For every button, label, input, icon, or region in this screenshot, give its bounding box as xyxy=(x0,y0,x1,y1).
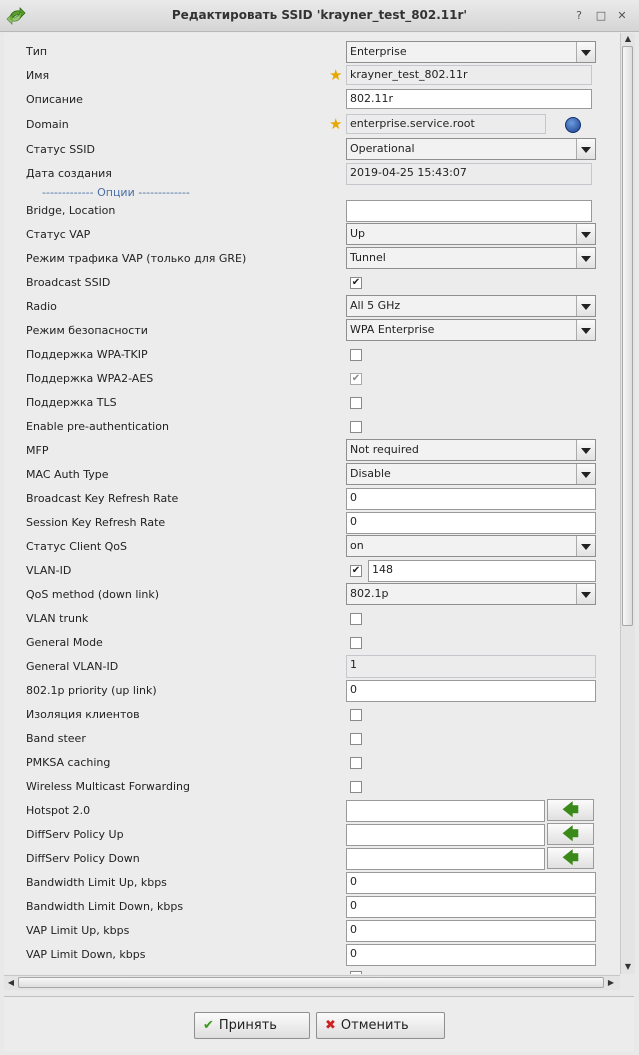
client-isolation-checkbox[interactable] xyxy=(350,709,362,721)
diffserv-up-label: DiffServ Policy Up xyxy=(26,828,124,841)
tls-label: Поддержка TLS xyxy=(26,396,117,409)
created-field: 2019-04-25 15:43:07 xyxy=(346,163,592,185)
bridge-location-label: Bridge, Location xyxy=(26,204,116,217)
ssid-status-label: Статус SSID xyxy=(26,143,95,156)
vap-status-select[interactable] xyxy=(346,223,596,245)
client-qos-status-select[interactable] xyxy=(346,535,596,557)
scroll-up-arrow-icon[interactable]: ▲ xyxy=(624,34,632,43)
qos-method-select[interactable] xyxy=(346,583,596,605)
hotspot-select-button[interactable] xyxy=(547,799,594,821)
pre-auth-label: Enable pre-authentication xyxy=(26,420,169,433)
options-section-header: ------------- Опции ------------- xyxy=(42,186,190,199)
scroll-down-arrow-icon[interactable]: ▼ xyxy=(624,962,632,971)
bridge-location-field[interactable] xyxy=(346,200,592,222)
ssid-status-value: Operational xyxy=(350,142,415,155)
vertical-scrollbar[interactable] xyxy=(620,33,635,974)
mfp-label: MFP xyxy=(26,444,49,457)
window-help-button[interactable]: ? xyxy=(576,9,582,22)
security-mode-value: WPA Enterprise xyxy=(350,323,435,336)
window-maximize-button[interactable]: □ xyxy=(595,9,607,22)
type-value: Enterprise xyxy=(350,45,407,58)
client-qos-status-value: on xyxy=(350,539,364,552)
general-mode-label: General Mode xyxy=(26,636,103,649)
chevron-down-icon xyxy=(576,584,595,604)
diffserv-up-select-button[interactable] xyxy=(547,823,594,845)
scroll-left-arrow-icon[interactable]: ◀ xyxy=(7,978,15,987)
window-title: Редактировать SSID 'krayner_test_802.11r' xyxy=(171,8,468,22)
description-label: Описание xyxy=(26,93,83,106)
ssid-status-select[interactable] xyxy=(346,138,596,160)
session-key-refresh-label: Session Key Refresh Rate xyxy=(26,516,166,529)
hotspot-label: Hotspot 2.0 xyxy=(26,804,91,817)
mfp-select[interactable] xyxy=(346,439,596,461)
vap-limit-up-field[interactable]: 0 xyxy=(346,920,596,942)
chevron-down-icon xyxy=(576,248,595,268)
general-vlan-id-field: 1 xyxy=(346,655,596,678)
chevron-down-icon xyxy=(576,224,595,244)
cancel-button-label: Отменить xyxy=(340,1018,409,1033)
type-label: Тип xyxy=(26,45,48,58)
vlan-id-checkbox[interactable]: ✔ xyxy=(351,565,361,576)
wpa2-aes-checkbox[interactable]: ✔ xyxy=(351,373,361,384)
title-bar xyxy=(0,0,639,32)
chevron-down-icon xyxy=(576,464,595,484)
chevron-down-icon xyxy=(576,139,595,159)
client-qos-status-label: Статус Client QoS xyxy=(26,540,128,553)
priority-8021p-label: 802.1p priority (up link) xyxy=(26,684,157,697)
name-field: krayner_test_802.11r xyxy=(346,65,592,85)
vap-traffic-mode-value: Tunnel xyxy=(350,251,386,264)
broadcast-key-refresh-label: Broadcast Key Refresh Rate xyxy=(26,492,179,505)
vap-status-value: Up xyxy=(350,227,366,240)
vap-limit-down-label: VAP Limit Down, kbps xyxy=(26,948,146,961)
wireless-multicast-checkbox[interactable] xyxy=(350,781,362,793)
scroll-right-arrow-icon[interactable]: ▶ xyxy=(607,978,615,987)
tls-checkbox[interactable] xyxy=(350,397,362,409)
bw-limit-up-field[interactable]: 0 xyxy=(346,872,596,894)
vlan-trunk-label: VLAN trunk xyxy=(26,612,89,625)
bw-limit-up-label: Bandwidth Limit Up, kbps xyxy=(26,876,167,889)
form-panel xyxy=(4,33,620,974)
diffserv-down-select-button[interactable] xyxy=(547,847,594,869)
mac-auth-type-label: MAC Auth Type xyxy=(26,468,109,481)
created-label: Дата создания xyxy=(26,167,112,180)
diffserv-up-field[interactable] xyxy=(346,824,545,846)
band-steer-checkbox[interactable] xyxy=(350,733,362,745)
client-isolation-label: Изоляция клиентов xyxy=(26,708,140,721)
chevron-down-icon xyxy=(576,320,595,340)
domain-label: Domain xyxy=(26,118,69,131)
broadcast-ssid-checkbox[interactable]: ✔ xyxy=(351,277,361,288)
vap-status-label: Статус VAP xyxy=(26,228,91,241)
accept-button[interactable] xyxy=(194,1012,310,1039)
accept-button-label: Принять xyxy=(218,1018,277,1033)
star-icon: ★ xyxy=(329,115,343,133)
mfp-value: Not required xyxy=(350,443,419,456)
diffserv-down-field[interactable] xyxy=(346,848,545,870)
chevron-down-icon xyxy=(576,440,595,460)
broadcast-key-refresh-field[interactable]: 0 xyxy=(346,488,596,510)
vlan-id-label: VLAN-ID xyxy=(26,564,72,577)
vap-traffic-mode-select[interactable] xyxy=(346,247,596,269)
wireless-multicast-label: Wireless Multicast Forwarding xyxy=(26,780,190,793)
vertical-scrollbar-thumb[interactable] xyxy=(622,46,633,626)
general-mode-checkbox[interactable] xyxy=(350,637,362,649)
qos-method-value: 802.1p xyxy=(350,587,389,600)
vlan-trunk-checkbox[interactable] xyxy=(350,613,362,625)
vlan-id-field[interactable]: 148 xyxy=(368,560,596,582)
hotspot-field[interactable] xyxy=(346,800,545,822)
star-icon: ★ xyxy=(329,66,343,84)
chevron-down-icon xyxy=(576,536,595,556)
security-mode-select[interactable] xyxy=(346,319,596,341)
wpa-tkip-checkbox[interactable] xyxy=(350,349,362,361)
bw-limit-down-label: Bandwidth Limit Down, kbps xyxy=(26,900,184,913)
chevron-down-icon xyxy=(576,42,595,62)
diffserv-down-label: DiffServ Policy Down xyxy=(26,852,140,865)
band-steer-label: Band steer xyxy=(26,732,86,745)
vap-traffic-mode-label: Режим трафика VAP (только для GRE) xyxy=(26,252,247,265)
radio-label: Radio xyxy=(26,300,57,313)
domain-field: enterprise.service.root xyxy=(346,114,546,134)
globe-icon[interactable] xyxy=(565,117,581,133)
vap-limit-up-label: VAP Limit Up, kbps xyxy=(26,924,130,937)
horizontal-scrollbar[interactable] xyxy=(4,975,620,990)
general-vlan-id-label: General VLAN-ID xyxy=(26,660,119,673)
priority-8021p-field[interactable]: 0 xyxy=(346,680,596,702)
wpa-tkip-label: Поддержка WPA-TKIP xyxy=(26,348,148,361)
wpa2-aes-label: Поддержка WPA2-AES xyxy=(26,372,154,385)
type-select[interactable] xyxy=(346,41,596,63)
security-mode-label: Режим безопасности xyxy=(26,324,148,337)
radio-value: All 5 GHz xyxy=(350,299,401,312)
cancel-button[interactable] xyxy=(316,1012,445,1039)
cross-icon: ✖ xyxy=(325,1018,336,1033)
pmksa-caching-checkbox[interactable] xyxy=(350,757,362,769)
name-label: Имя xyxy=(26,69,50,82)
qos-method-label: QoS method (down link) xyxy=(26,588,160,601)
arrow-left-icon: 🡄 xyxy=(562,800,579,819)
partial-checkbox[interactable] xyxy=(350,971,362,974)
session-key-refresh-field[interactable]: 0 xyxy=(346,512,596,534)
pre-auth-checkbox[interactable] xyxy=(350,421,362,433)
arrow-left-icon: 🡄 xyxy=(562,848,579,867)
checkmark-icon: ✔ xyxy=(203,1018,214,1033)
mac-auth-type-value: Disable xyxy=(350,467,391,480)
bw-limit-down-field[interactable]: 0 xyxy=(346,896,596,918)
chevron-down-icon xyxy=(576,296,595,316)
mac-auth-type-select[interactable] xyxy=(346,463,596,485)
radio-select[interactable] xyxy=(346,295,596,317)
window-close-button[interactable]: ✕ xyxy=(617,9,627,22)
dialog-footer xyxy=(4,996,634,1052)
pmksa-caching-label: PMKSA caching xyxy=(26,756,111,769)
horizontal-scrollbar-thumb[interactable] xyxy=(18,977,604,988)
arrow-left-icon: 🡄 xyxy=(562,824,579,843)
vap-limit-down-field[interactable]: 0 xyxy=(346,944,596,966)
broadcast-ssid-label: Broadcast SSID xyxy=(26,276,111,289)
description-field[interactable]: 802.11r xyxy=(346,89,592,109)
